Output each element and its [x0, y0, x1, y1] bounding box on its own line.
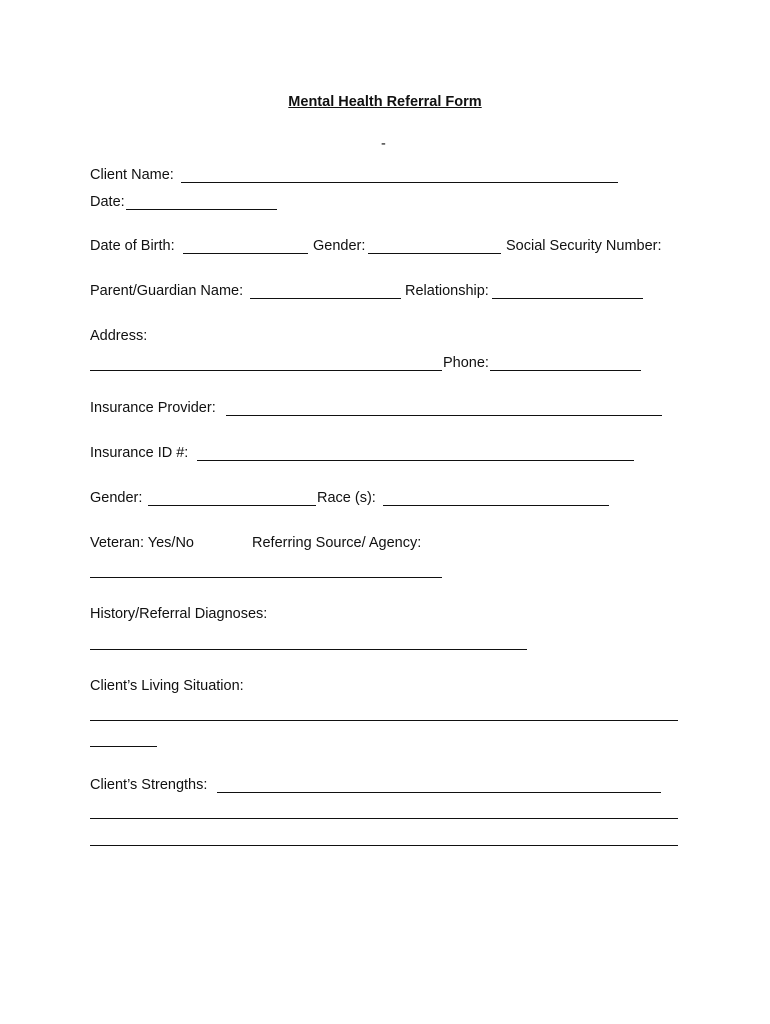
ssn-label: Social Security Number:	[506, 238, 662, 254]
strengths-label: Client’s Strengths:	[90, 777, 208, 793]
date-of-birth-field[interactable]	[183, 253, 308, 254]
living-situation-field-line-1[interactable]	[90, 720, 678, 721]
strengths-field-line-3[interactable]	[90, 845, 678, 846]
strengths-field-line-1[interactable]	[217, 792, 661, 793]
client-name-label: Client Name:	[90, 167, 174, 183]
history-field[interactable]	[90, 649, 527, 650]
insurance-id-label: Insurance ID #:	[90, 445, 189, 461]
history-label: History/Referral Diagnoses:	[90, 606, 268, 622]
date-label: Date:	[90, 194, 125, 210]
phone-field[interactable]	[490, 370, 641, 371]
gender-field[interactable]	[368, 253, 501, 254]
race-label: Race (s):	[317, 490, 376, 506]
gender2-label: Gender:	[90, 490, 143, 506]
client-name-field[interactable]	[181, 182, 618, 183]
gender2-field[interactable]	[148, 505, 316, 506]
strengths-field-line-2[interactable]	[90, 818, 678, 819]
parent-guardian-label: Parent/Guardian Name:	[90, 283, 244, 299]
veteran-label: Veteran: Yes/No	[90, 535, 194, 551]
date-field[interactable]	[126, 209, 277, 210]
living-situation-field-line-2[interactable]	[90, 746, 157, 747]
relationship-label: Relationship:	[405, 283, 489, 299]
phone-label: Phone:	[443, 355, 489, 371]
race-field[interactable]	[383, 505, 609, 506]
title-dash: -	[381, 136, 386, 152]
form-title: Mental Health Referral Form	[288, 94, 482, 110]
gender-label: Gender:	[313, 238, 366, 254]
living-situation-label: Client’s Living Situation:	[90, 678, 244, 694]
parent-guardian-field[interactable]	[250, 298, 401, 299]
relationship-field[interactable]	[492, 298, 643, 299]
insurance-provider-field[interactable]	[226, 415, 662, 416]
referring-source-label: Referring Source/ Agency:	[252, 535, 422, 551]
referring-source-field[interactable]	[90, 577, 442, 578]
insurance-provider-label: Insurance Provider:	[90, 400, 216, 416]
address-field[interactable]	[90, 370, 442, 371]
address-label: Address:	[90, 328, 148, 344]
date-of-birth-label: Date of Birth:	[90, 238, 175, 254]
insurance-id-field[interactable]	[197, 460, 634, 461]
